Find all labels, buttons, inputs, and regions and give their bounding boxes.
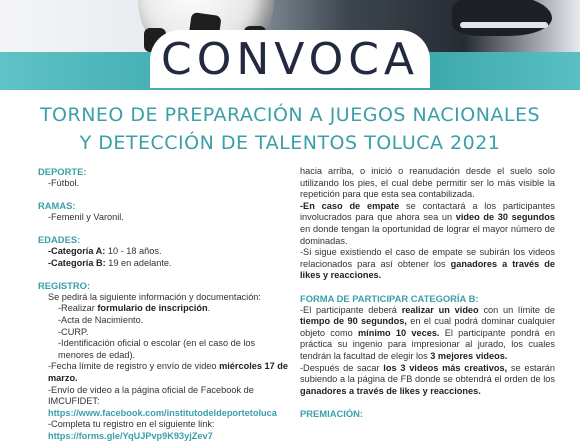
paragraph-empate-2: -Si sigue existiendo el caso de empate se subirán los videos relacionados para así obtener los ganadores a través de likes y reacciones. xyxy=(300,247,555,281)
hero-banner xyxy=(0,0,580,90)
premiacion-heading: PREMIACIÓN: xyxy=(300,408,364,420)
ramas-heading: RAMAS: xyxy=(38,200,76,212)
registro-curp: -CURP. xyxy=(58,326,89,337)
paragraph-forma-1: -El participante deberá realizar un video con un límite de tiempo de 90 segundos, en el cual podrá dominar cualquier objeto como mínimo 10 veces. El participante pondrá en práctica su ingenio para impresionar al jurado, los cuales tendrán la facultad de elegir los 3 mejores videos. xyxy=(300,304,556,361)
right-column xyxy=(300,166,555,420)
registro-completa: -Completa tu registro en el siguiente link: xyxy=(48,419,215,430)
paragraph-forma-2: -Después de sacar los 3 videos más creativos, se estarán subiendo a la página de FB donde se obtendrá el orden de los ganadores a través de likes y reacciones. xyxy=(300,362,555,396)
registro-intro: Se pedirá la siguiente información y documentación: xyxy=(48,291,261,302)
subtitle-line-2: Y DETECCIÓN DE TALENTOS TOLUCA 2021 xyxy=(79,132,501,154)
category-b: -Categoría B: 19 en adelante. xyxy=(48,257,172,268)
deporte-value: -Fútbol. xyxy=(48,177,80,188)
registro-envio: -Envío de video a la página oficial de Facebook de IMCUFIDET: xyxy=(48,384,254,407)
soccer-shoe-image xyxy=(452,0,552,36)
category-a: -Categoría A: 10 - 18 años. xyxy=(48,245,162,256)
edades-heading: EDADES: xyxy=(38,234,81,246)
registro-acta: -Acta de Nacimiento. xyxy=(58,314,144,325)
facebook-link[interactable]: https://www.facebook.com/institutodeldeportetoluca xyxy=(48,407,277,418)
paragraph-repeticion: hacia arriba, o inició o reanudación desde el suelo solo utilizando los pies, el cual debe permitir ser lo más visible la repetición para que esta sea contabilizada. xyxy=(300,166,555,200)
registro-heading: REGISTRO: xyxy=(38,280,91,292)
page-title: CONVOCA xyxy=(160,34,420,85)
left-column xyxy=(38,166,290,442)
form-link[interactable]: https://forms.gle/YqUJPvp9K93yjZev7 xyxy=(48,430,213,441)
registro-fecha: -Fecha límite de registro y envío de video miércoles 17 de marzo. xyxy=(48,361,289,383)
subtitle-line-1: TORNEO DE PREPARACIÓN A JUEGOS NACIONALES xyxy=(39,104,541,126)
ramas-value: -Femenil y Varonil. xyxy=(48,211,124,222)
paragraph-empate: -En caso de empate se contactará a los participantes involucrados para que ahora sea un video de 30 segundos en donde tengan la oportunidad de lograr el mayor número de dominadas. xyxy=(300,200,555,246)
registro-identificacion: -Identificación oficial o escolar (en el caso de los menores de edad). xyxy=(58,338,256,360)
registro-formulario: -Realizar formulario de inscripción. xyxy=(58,303,211,314)
forma-categoria-b-heading: FORMA DE PARTICIPAR CATEGORÍA B: xyxy=(300,292,479,304)
deporte-heading: DEPORTE: xyxy=(38,166,87,177)
